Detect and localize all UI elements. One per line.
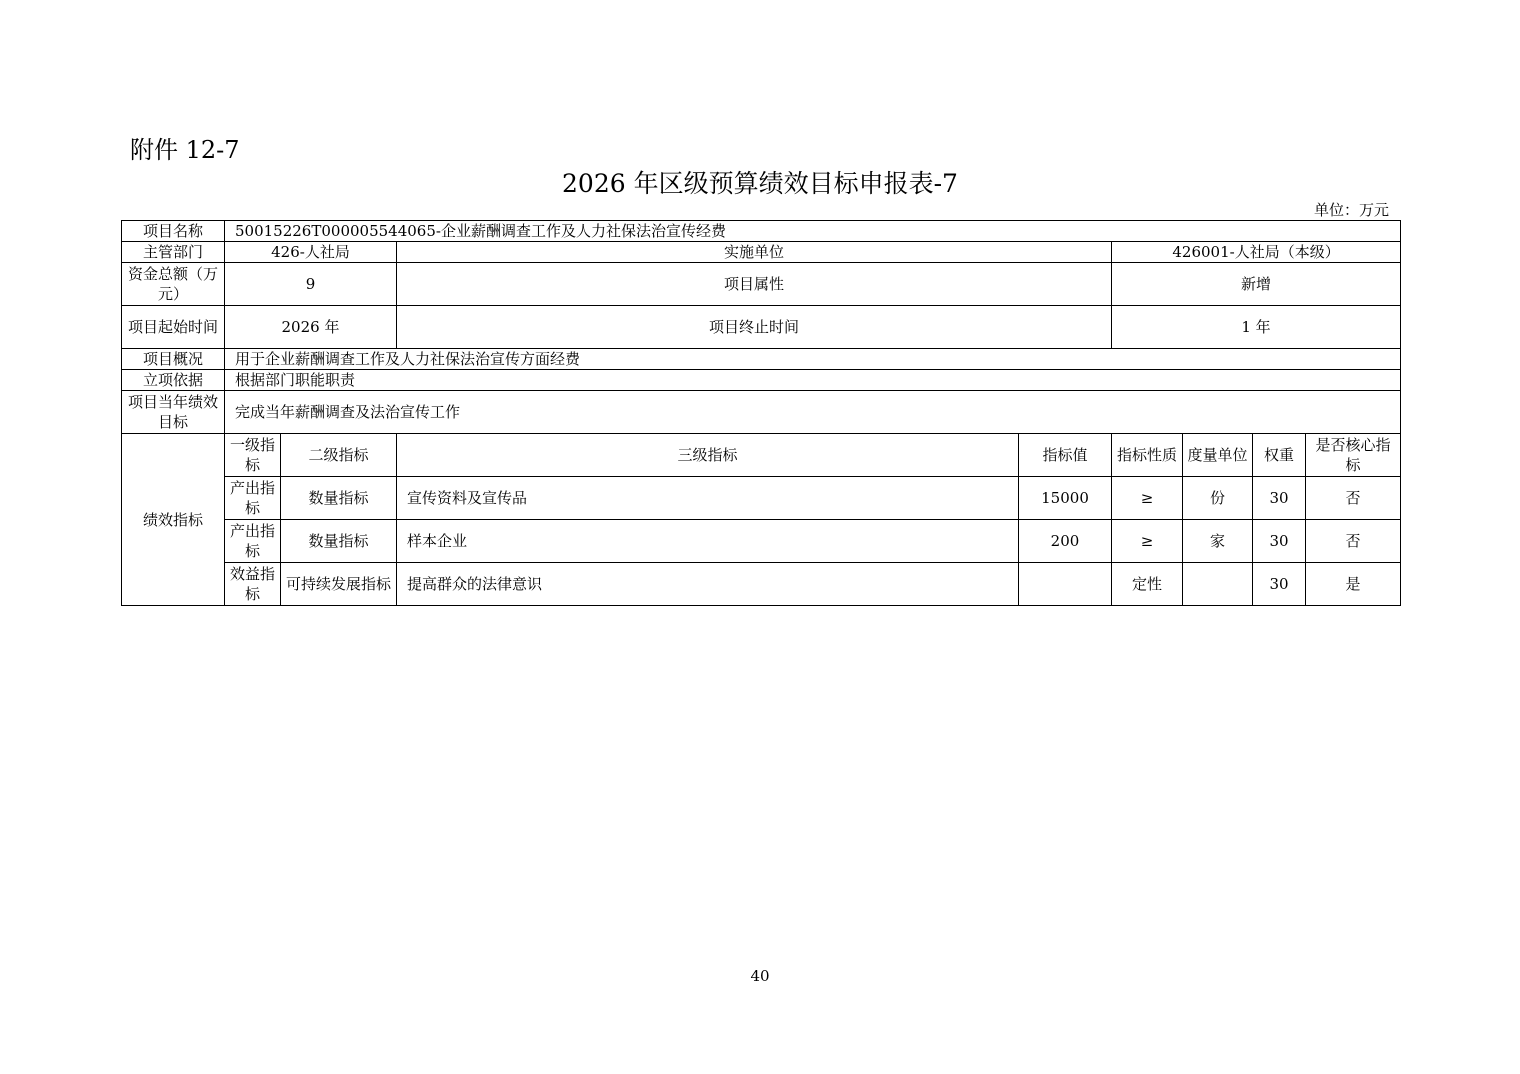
project-name-label: 项目名称 (122, 221, 225, 242)
indicator-core: 是 (1306, 563, 1401, 606)
indicator-level3: 样本企业 (397, 520, 1019, 563)
attachment-label: 附件 12-7 (130, 136, 240, 164)
indicator-level2: 数量指标 (281, 477, 397, 520)
row-total-funds (122, 263, 1401, 306)
indicator-header-row (122, 434, 1401, 477)
total-funds-value: 9 (225, 263, 397, 306)
header-level3: 三级指标 (397, 434, 1019, 477)
row-overview (122, 349, 1401, 370)
indicator-level1: 产出指标 (225, 520, 281, 563)
header-level1: 一级指标 (225, 434, 281, 477)
header-weight: 权重 (1253, 434, 1306, 477)
indicator-row (122, 477, 1401, 520)
total-funds-label: 资金总额（万元） (122, 263, 225, 306)
project-name-value: 50015226T000005544065-企业薪酬调查工作及人力社保法治宣传经费 (225, 221, 1401, 242)
start-time-value: 2026 年 (225, 306, 397, 349)
header-unit: 度量单位 (1183, 434, 1253, 477)
indicator-unit: 家 (1183, 520, 1253, 563)
indicator-value: 15000 (1019, 477, 1112, 520)
indicator-weight: 30 (1253, 563, 1306, 606)
department-label: 主管部门 (122, 242, 225, 263)
header-value: 指标值 (1019, 434, 1112, 477)
indicator-core: 否 (1306, 477, 1401, 520)
row-start-time (122, 306, 1401, 349)
basis-label: 立项依据 (122, 370, 225, 391)
indicator-unit (1183, 563, 1253, 606)
indicator-unit: 份 (1183, 477, 1253, 520)
row-department (122, 242, 1401, 263)
overview-value: 用于企业薪酬调查工作及人力社保法治宣传方面经费 (225, 349, 1401, 370)
indicator-weight: 30 (1253, 520, 1306, 563)
header-core: 是否核心指标 (1306, 434, 1401, 477)
perf-indicators-label: 绩效指标 (122, 434, 225, 606)
performance-target-table (121, 220, 1401, 606)
indicator-nature: 定性 (1112, 563, 1183, 606)
indicator-row (122, 563, 1401, 606)
end-time-label: 项目终止时间 (397, 306, 1112, 349)
indicator-level3: 宣传资料及宣传品 (397, 477, 1019, 520)
indicator-level1: 产出指标 (225, 477, 281, 520)
basis-value: 根据部门职能职责 (225, 370, 1401, 391)
annual-goal-label: 项目当年绩效目标 (122, 391, 225, 434)
row-project-name (122, 221, 1401, 242)
overview-label: 项目概况 (122, 349, 225, 370)
header-nature: 指标性质 (1112, 434, 1183, 477)
end-time-value: 1 年 (1112, 306, 1401, 349)
header-level2: 二级指标 (281, 434, 397, 477)
project-attr-value: 新增 (1112, 263, 1401, 306)
indicator-level3: 提高群众的法律意识 (397, 563, 1019, 606)
indicator-level2: 数量指标 (281, 520, 397, 563)
indicator-value: 200 (1019, 520, 1112, 563)
indicator-level2: 可持续发展指标 (281, 563, 397, 606)
indicator-value (1019, 563, 1112, 606)
indicator-core: 否 (1306, 520, 1401, 563)
indicator-weight: 30 (1253, 477, 1306, 520)
project-attr-label: 项目属性 (397, 263, 1112, 306)
department-value: 426-人社局 (225, 242, 397, 263)
impl-unit-value: 426001-人社局（本级） (1112, 242, 1401, 263)
indicator-row (122, 520, 1401, 563)
indicator-nature: ≥ (1112, 477, 1183, 520)
impl-unit-label: 实施单位 (397, 242, 1112, 263)
indicator-nature: ≥ (1112, 520, 1183, 563)
indicator-level1: 效益指标 (225, 563, 281, 606)
page-title: 2026 年区级预算绩效目标申报表-7 (562, 169, 958, 198)
annual-goal-value: 完成当年薪酬调查及法治宣传工作 (225, 391, 1401, 434)
start-time-label: 项目起始时间 (122, 306, 225, 349)
row-annual-goal (122, 391, 1401, 434)
unit-label: 单位：万元 (1313, 201, 1389, 219)
page-number: 40 (750, 967, 770, 985)
row-basis (122, 370, 1401, 391)
